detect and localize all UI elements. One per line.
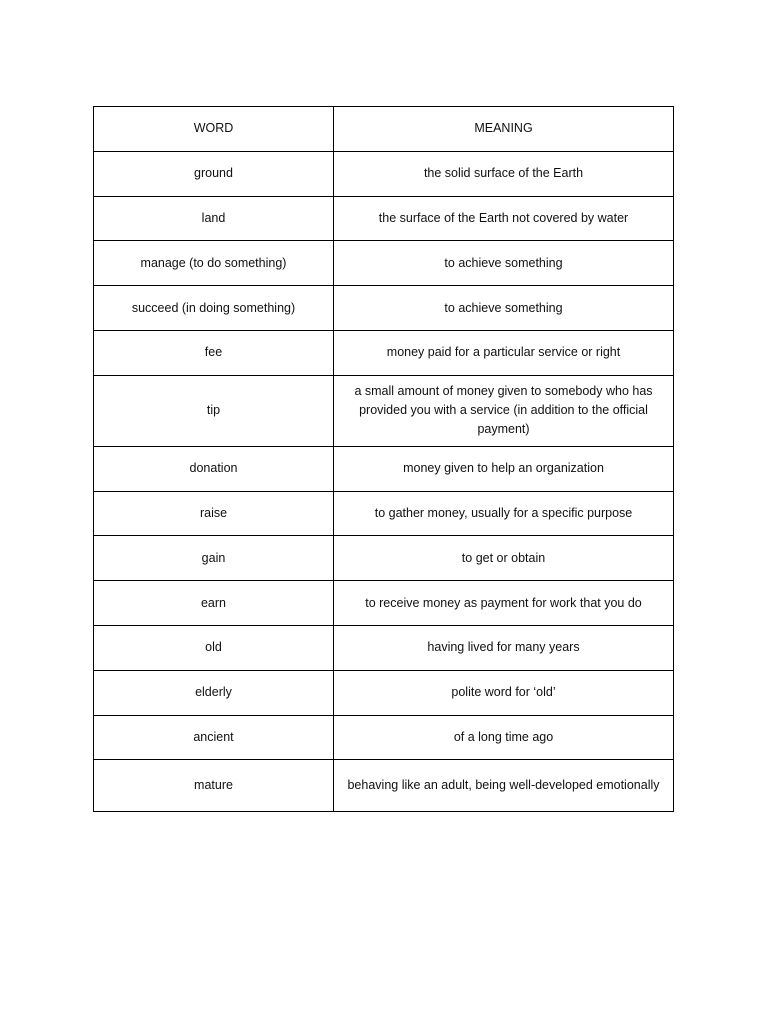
word-cell: land: [94, 196, 334, 241]
word-cell: earn: [94, 581, 334, 626]
header-word: WORD: [94, 107, 334, 152]
meaning-cell: polite word for ‘old’: [334, 670, 674, 715]
table-row: [94, 760, 674, 812]
word-cell: elderly: [94, 670, 334, 715]
table-row: [94, 196, 674, 241]
meaning-cell: to gather money, usually for a specific purpose: [334, 491, 674, 536]
table-row: [94, 715, 674, 760]
table-row: [94, 330, 674, 375]
table-row: [94, 536, 674, 581]
table-row: [94, 286, 674, 331]
table-row: [94, 670, 674, 715]
meaning-cell: to get or obtain: [334, 536, 674, 581]
meaning-cell: to receive money as payment for work that you do: [334, 581, 674, 626]
word-cell: ancient: [94, 715, 334, 760]
word-cell: ground: [94, 151, 334, 196]
table-header-row: [94, 107, 674, 152]
table-row: [94, 625, 674, 670]
word-cell: mature: [94, 760, 334, 812]
meaning-cell: money given to help an organization: [334, 446, 674, 491]
table-row: [94, 375, 674, 446]
meaning-cell: a small amount of money given to somebody who has provided you with a service (in addition to the official payment): [334, 375, 674, 446]
vocabulary-table: [93, 106, 674, 812]
table-row: [94, 446, 674, 491]
table-row: [94, 241, 674, 286]
word-cell: old: [94, 625, 334, 670]
meaning-cell: behaving like an adult, being well-developed emotionally: [334, 760, 674, 812]
word-cell: succeed (in doing something): [94, 286, 334, 331]
meaning-cell: to achieve something: [334, 241, 674, 286]
word-cell: fee: [94, 330, 334, 375]
word-cell: manage (to do something): [94, 241, 334, 286]
table-row: [94, 151, 674, 196]
meaning-cell: to achieve something: [334, 286, 674, 331]
meaning-cell: having lived for many years: [334, 625, 674, 670]
meaning-cell: of a long time ago: [334, 715, 674, 760]
meaning-cell: money paid for a particular service or right: [334, 330, 674, 375]
meaning-cell: the surface of the Earth not covered by water: [334, 196, 674, 241]
word-cell: gain: [94, 536, 334, 581]
table-row: [94, 491, 674, 536]
meaning-cell: the solid surface of the Earth: [334, 151, 674, 196]
word-cell: raise: [94, 491, 334, 536]
header-meaning: MEANING: [334, 107, 674, 152]
word-cell: tip: [94, 375, 334, 446]
word-cell: donation: [94, 446, 334, 491]
table-row: [94, 581, 674, 626]
